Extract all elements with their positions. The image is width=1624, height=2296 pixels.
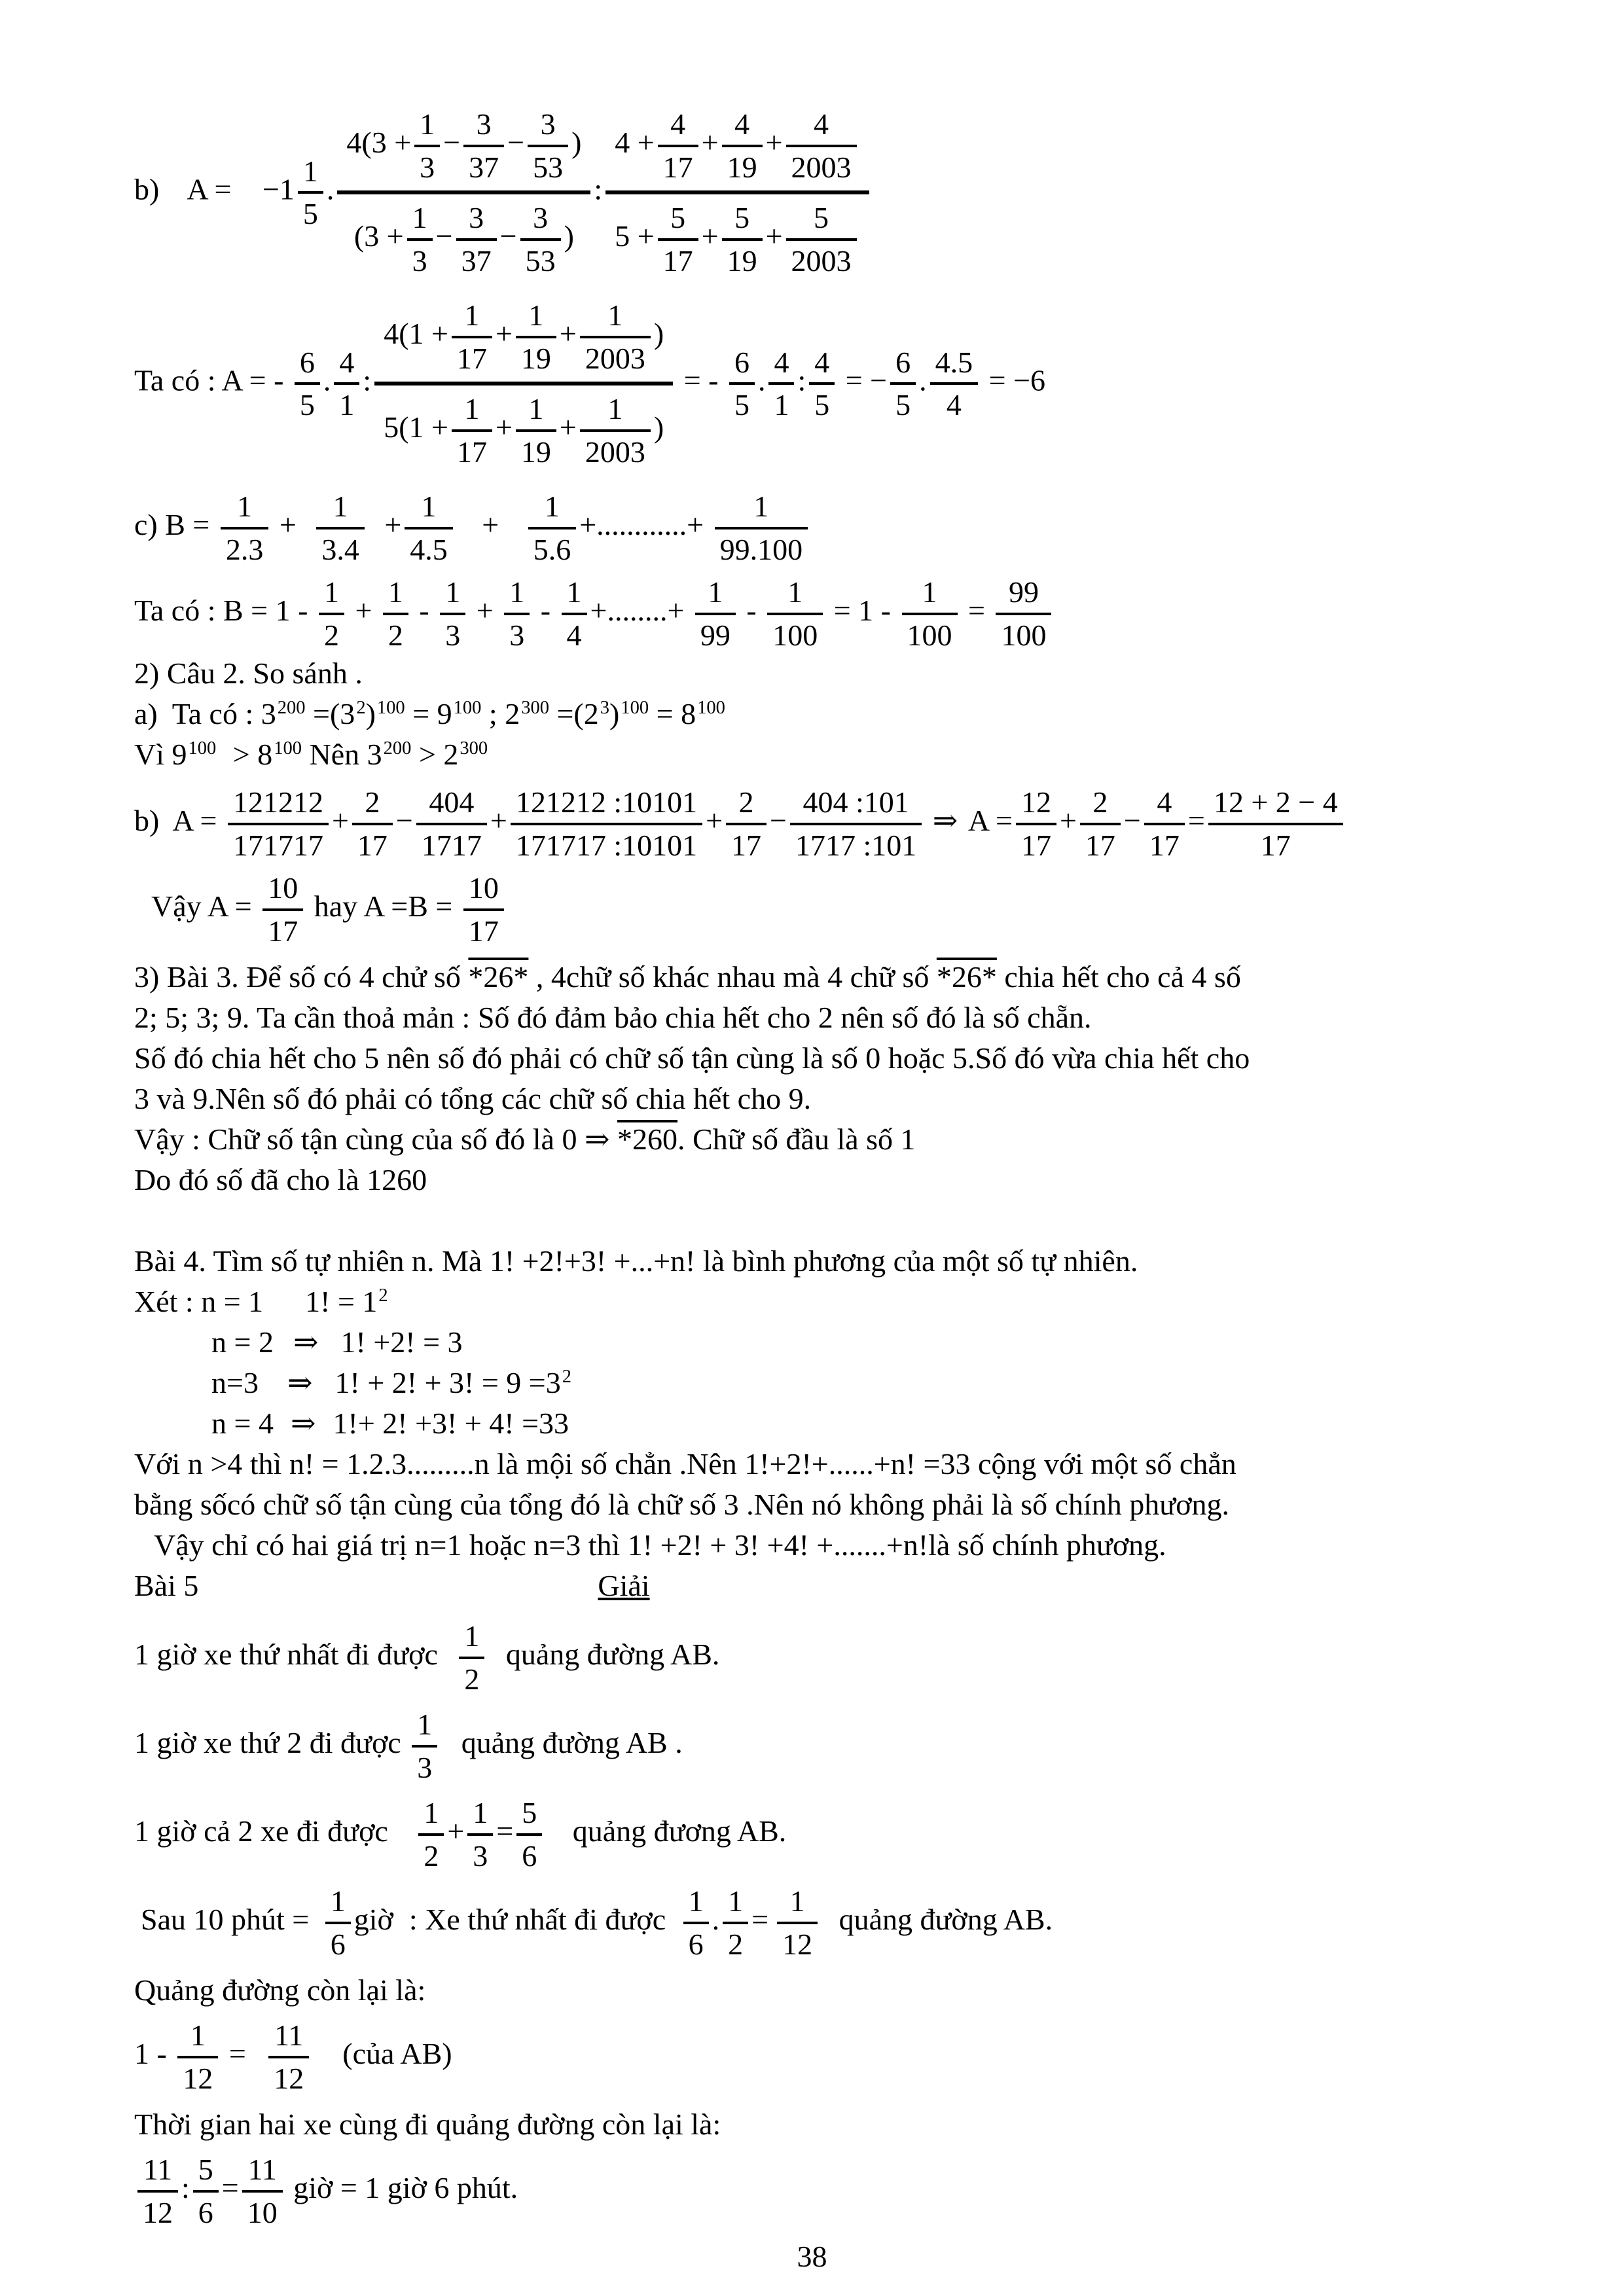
spacer bbox=[674, 1922, 680, 1923]
line-bai5-thoigian: Thời gian hai xe cùng đi quảng đường còn lại là: bbox=[134, 2108, 721, 2142]
fraction-numerator: 4 bbox=[786, 106, 857, 147]
fraction-denominator: 3 bbox=[445, 618, 461, 652]
fraction-denominator: 12 bbox=[782, 1927, 813, 1961]
fraction bbox=[352, 784, 393, 863]
superscript: 100 bbox=[376, 697, 405, 718]
fraction-numerator: 6 bbox=[890, 344, 916, 386]
fraction-denominator: 10 bbox=[247, 2195, 278, 2229]
fraction-denominator: 100 bbox=[1001, 618, 1047, 652]
fraction bbox=[405, 488, 453, 567]
fraction-denominator: 17 bbox=[1020, 828, 1051, 862]
fraction bbox=[504, 574, 530, 653]
line-bai5-xe2: 1 giờ xe thứ 2 đi được $\frac{1}{3}$ quảng đường AB . bbox=[134, 1706, 1532, 1785]
fraction-denominator: 3 bbox=[417, 1750, 433, 1784]
fraction-denominator: 17 bbox=[731, 828, 762, 862]
fraction bbox=[456, 200, 497, 279]
fraction-numerator: 10 bbox=[463, 870, 504, 911]
fraction-numerator: 1 bbox=[528, 488, 577, 529]
superscript: 100 bbox=[621, 697, 649, 718]
fraction-denominator: 17 bbox=[357, 828, 388, 862]
line-bai5-quang: Quảng đường còn lại là: bbox=[134, 1973, 426, 2007]
fraction bbox=[786, 106, 857, 185]
line-bai4-bang: bằng sốcó chữ số tận cùng của tổng đó là chữ số 3 .Nên nó không phải là số chính phương. bbox=[134, 1488, 1230, 1522]
fraction bbox=[268, 2017, 309, 2096]
formula-part-b: b) A = −1 $\frac{1}{5}$ . 4(3 + $\frac{1}{3}$ − $\frac{3}{37}$ − $\frac{3}{53}$ ) (3 + $\frac{1}{3}$ − $\frac{3}{37}$ − $\frac{3}{53}$ ) : 4 + $\frac{4}{17}$ + $\frac{4}{19}$ + $\frac{4}{2003}$ 5 + $\frac{5}{17}$ + $\frac{5}{19}$ + $\frac{5}{2003}$ bbox=[134, 103, 1532, 281]
fraction-numerator: 121212 :10101 bbox=[511, 784, 702, 825]
fraction bbox=[715, 488, 808, 567]
fraction-denominator: 2 bbox=[388, 618, 403, 652]
fraction-numerator: 404 :101 bbox=[790, 784, 922, 825]
line-bai4-n4: n = 4 ⇒ 1!+ 2! +3! + 4! =33 bbox=[211, 1407, 569, 1441]
fraction bbox=[374, 295, 673, 473]
fraction-denominator: 5 bbox=[814, 388, 830, 422]
fraction-numerator: 1 bbox=[418, 1795, 444, 1836]
fraction-denominator: 17 bbox=[662, 150, 693, 184]
spacer bbox=[445, 1657, 456, 1658]
fraction-denominator: 4 bbox=[946, 388, 962, 422]
fraction-denominator: 5(1 + $\frac{1}{17}$ + $\frac{1}{19}$ + $\frac{1}{2003}$ ) bbox=[374, 386, 673, 473]
fraction bbox=[1208, 784, 1343, 863]
overlined-number: *26* bbox=[468, 960, 529, 994]
fraction bbox=[768, 344, 794, 423]
fraction-denominator: 2003 bbox=[585, 341, 645, 375]
fraction-numerator: 12 + 2 − 4 bbox=[1208, 784, 1343, 825]
fraction-numerator: 3 bbox=[520, 200, 561, 241]
formula-part-c: c) B = $\frac{1}{2.3}$ + $\frac{1}{3.4}$ + $\frac{1}{4.5}$ + $\frac{1}{5.6}$ +............+ $\frac{1}{99.100}$ bbox=[134, 488, 1532, 567]
line-bai3-4: 3 và 9.Nên số đó phải có tổng các chữ số chia hết cho 9. bbox=[134, 1082, 812, 1116]
fraction bbox=[726, 784, 767, 863]
fraction bbox=[467, 1795, 493, 1874]
fraction-numerator: 1 bbox=[459, 1618, 484, 1659]
page-number: 38 bbox=[797, 2240, 827, 2273]
fraction-numerator: 3 bbox=[463, 106, 504, 147]
fraction bbox=[463, 106, 504, 185]
fraction-denominator: 17 bbox=[456, 435, 487, 469]
fraction bbox=[722, 200, 763, 279]
superscript: 2 bbox=[562, 1366, 571, 1387]
line-bai4-voi: Với n >4 thì n! = 1.2.3.........n là mội số chẳn .Nên 1!+2!+......+n! =33 cộng với một số chẳn bbox=[134, 1447, 1236, 1481]
fraction bbox=[416, 784, 487, 863]
fraction-numerator: 4 bbox=[334, 344, 359, 386]
fraction-numerator: 1 bbox=[316, 488, 365, 529]
fraction-denominator: 17 bbox=[468, 914, 499, 948]
fraction-denominator: 5 bbox=[734, 388, 749, 422]
fraction-numerator: 404 bbox=[416, 784, 487, 825]
overlined-number: *260 bbox=[617, 1122, 678, 1157]
fraction-numerator: 5 bbox=[722, 200, 763, 241]
line-bai5-ketqua: $\frac{11}{12}$ : $\frac{5}{6}$ = $\frac{11}{10}$ giờ = 1 giờ 6 phút. bbox=[134, 2151, 1532, 2231]
fraction bbox=[463, 870, 504, 949]
fraction-numerator: 1 bbox=[580, 391, 651, 432]
fraction-numerator: 4(3 + $\frac{1}{3}$ − $\frac{3}{37}$ − $\frac{3}{53}$ ) bbox=[337, 103, 590, 194]
line-spacer bbox=[134, 1200, 1532, 1241]
fraction bbox=[777, 1883, 818, 1962]
fraction-numerator: 5 bbox=[786, 200, 857, 241]
fraction bbox=[790, 784, 922, 863]
fraction bbox=[459, 1618, 484, 1697]
spacer bbox=[395, 1834, 415, 1835]
fraction-numerator: 1 bbox=[405, 488, 453, 529]
fraction-numerator: 1 bbox=[298, 153, 323, 194]
fraction-denominator: 5 bbox=[302, 197, 318, 231]
fraction-numerator: 1 bbox=[452, 297, 492, 338]
spacer bbox=[198, 1588, 598, 1589]
fraction-denominator: 19 bbox=[520, 435, 551, 469]
line-bai5-ca2xe: 1 giờ cả 2 xe đi được $\frac{1}{2}$ + $\frac{1}{3}$ = $\frac{5}{6}$ quảng đương AB. bbox=[134, 1795, 1532, 1874]
line-bai3-3: Số đó chia hết cho 5 nên số đó phải có chữ số tận cùng là số 0 hoặc 5.Số đó vừa chia hết cho bbox=[134, 1041, 1250, 1075]
fraction bbox=[440, 574, 465, 653]
fraction-denominator: 12 bbox=[274, 2061, 304, 2095]
spacer bbox=[965, 823, 968, 824]
fraction bbox=[722, 106, 763, 185]
fraction-numerator: 1 bbox=[516, 391, 556, 432]
fraction bbox=[658, 200, 698, 279]
fraction-denominator: 37 bbox=[461, 243, 492, 278]
fraction-denominator: 6 bbox=[688, 1927, 704, 1961]
fraction-numerator: 4 bbox=[809, 344, 835, 386]
fraction-denominator: 100 bbox=[907, 618, 952, 652]
fraction-denominator: 1717 bbox=[421, 828, 482, 862]
spacer bbox=[316, 1426, 333, 1427]
fraction-denominator: 1717 :101 bbox=[795, 828, 917, 862]
fraction bbox=[1016, 784, 1056, 863]
fraction bbox=[902, 574, 958, 653]
spacer bbox=[263, 1304, 305, 1305]
fraction-denominator: (3 + $\frac{1}{3}$ − $\frac{3}{37}$ − $\frac{3}{53}$ ) bbox=[337, 194, 590, 281]
superscript: 2 bbox=[378, 1285, 388, 1306]
line-bai5-giai: Bài 5 Giải bbox=[134, 1569, 650, 1603]
fraction bbox=[511, 784, 702, 863]
fraction-numerator: 1 bbox=[467, 1795, 493, 1836]
fraction-denominator: 2 bbox=[728, 1927, 744, 1961]
fraction-denominator: 12 bbox=[143, 2195, 173, 2229]
fraction-numerator: 6 bbox=[295, 344, 320, 386]
fraction-denominator: 1 bbox=[339, 388, 355, 422]
fraction-denominator: 1 bbox=[774, 388, 789, 422]
spacer bbox=[159, 823, 172, 824]
fraction bbox=[580, 297, 651, 376]
fraction-numerator: 5 bbox=[516, 1795, 542, 1836]
fraction-denominator: 99.100 bbox=[719, 532, 803, 566]
fraction-denominator: 3 bbox=[412, 243, 427, 278]
fraction bbox=[562, 574, 587, 653]
superscript: 200 bbox=[277, 697, 306, 718]
spacer bbox=[821, 1922, 831, 1923]
fraction-numerator: 1 bbox=[319, 574, 344, 615]
fraction-numerator: 4.5 bbox=[930, 344, 979, 386]
superscript: 100 bbox=[697, 697, 725, 718]
line-cau2-vi: Vì $9^{100} > 8^{100}$ Nên $3^{200} > 2^{300}$ bbox=[134, 738, 488, 772]
fraction bbox=[528, 106, 568, 185]
line-cau2-a: a) Ta có : $3^{200} =(3^2)^{100} = 9^{100}$ ; $2^{300} =(2^3)^{100} = 8^{100}$ bbox=[134, 697, 725, 731]
spacer bbox=[545, 1834, 565, 1835]
fraction-numerator: 1 bbox=[412, 1706, 437, 1748]
fraction-numerator: 4 bbox=[1144, 784, 1185, 825]
fraction-numerator: 2 bbox=[726, 784, 767, 825]
fraction-denominator: 37 bbox=[469, 150, 499, 184]
line-bai4-xet: Xét : n = 1 1! = $1^2$ bbox=[134, 1285, 388, 1319]
fraction bbox=[683, 1883, 709, 1962]
fraction-numerator: 5 bbox=[658, 200, 698, 241]
fraction-numerator: 1 bbox=[452, 391, 492, 432]
fraction-numerator: 1 bbox=[516, 297, 556, 338]
fraction-numerator: 1 bbox=[383, 574, 408, 615]
fraction-numerator: 11 bbox=[137, 2151, 178, 2193]
fraction-denominator: 19 bbox=[727, 150, 757, 184]
fraction-denominator: 53 bbox=[525, 243, 556, 278]
fraction-denominator: 6 bbox=[522, 1839, 537, 1873]
fraction bbox=[528, 488, 577, 567]
fraction bbox=[262, 870, 303, 949]
fraction-denominator: 4.5 bbox=[410, 532, 448, 566]
formula-cau2-b: b) A = $\frac{121212}{171717}$ + $\frac{2}{17}$ − $\frac{404}{1717}$ + $\frac{121212 :10101}{171717 :10101}$ + $\frac{2}{17}$ − $\frac{404 :101}{1717 :101}$ ⇒ A = $\frac{12}{17}$ + $\frac{2}{17}$ − $\frac{4}{17}$ = $\frac{12 + 2 - 4}{17}$ bbox=[134, 784, 1532, 863]
fraction-numerator: 3 bbox=[528, 106, 568, 147]
fraction bbox=[723, 1883, 748, 1962]
fraction bbox=[242, 2151, 283, 2231]
formula-ta-co-a: Ta có : A = - $\frac{6}{5}$ . $\frac{4}{1}$ : 4(1 + $\frac{1}{17}$ + $\frac{1}{19}$ + $\frac{1}{2003}$ ) 5(1 + $\frac{1}{17}$ + $\frac{1}{19}$ + $\frac{1}{2003}$ ) = - $\frac{6}{5}$ . $\frac{4}{1}$ : $\frac{4}{5}$ = − $\frac{6}{5}$ . $\frac{4.5}{4}$ = −6 bbox=[134, 295, 1532, 473]
superscript: 100 bbox=[274, 738, 302, 759]
spacer bbox=[239, 192, 262, 193]
fraction-numerator: 1 bbox=[767, 574, 823, 615]
fraction-numerator: 1 bbox=[177, 2017, 218, 2058]
fraction-numerator: 1 bbox=[723, 1883, 748, 1924]
fraction bbox=[334, 344, 359, 423]
spacer bbox=[488, 1657, 498, 1658]
spacer bbox=[159, 192, 187, 193]
fraction-denominator: 3.4 bbox=[321, 532, 359, 566]
fraction bbox=[418, 1795, 444, 1874]
line-bai4-vay: Vậy chỉ có hai giá trị n=1 hoặc n=3 thì 1! +2! + 3! +4! +.......+n!là số chính phương. bbox=[154, 1528, 1166, 1562]
formula-ta-co-b: Ta có : B = 1 - $\frac{1}{2}$ + $\frac{1}{2}$ - $\frac{1}{3}$ + $\frac{1}{3}$ - $\frac{1}{4}$ +........+ $\frac{1}{99}$ - $\frac{1}{100}$ = 1 - $\frac{1}{100}$ = $\frac{99}{100}$ bbox=[134, 574, 1532, 653]
fraction-denominator: 5 bbox=[895, 388, 911, 422]
line-bai3-1: 3) Bài 3. Để số có 4 chử số *26* , 4chữ số khác nhau mà 4 chữ số *26* chia hết cho cả 4 số bbox=[134, 960, 1241, 994]
fraction-numerator: 1 bbox=[580, 297, 651, 338]
fraction-denominator: 17 bbox=[662, 243, 693, 278]
line-bai3-5: Vậy : Chữ số tận cùng của số đó là 0 ⇒ *260. Chữ số đầu là số 1 bbox=[134, 1122, 916, 1157]
spacer bbox=[312, 2056, 342, 2057]
line-bai4-n3: n=3 ⇒ 1! + 2! + 3! = $9 =3^2$ bbox=[211, 1366, 571, 1400]
fraction bbox=[414, 106, 440, 185]
fraction bbox=[228, 784, 329, 863]
heading-cau-2: 2) Câu 2. So sánh . bbox=[134, 656, 363, 691]
superscript: 2 bbox=[356, 697, 366, 718]
superscript: 100 bbox=[188, 738, 217, 759]
fraction-denominator: 6 bbox=[330, 1927, 346, 1961]
fraction bbox=[890, 344, 916, 423]
fraction bbox=[516, 297, 556, 376]
fraction-denominator: 53 bbox=[533, 150, 564, 184]
fraction-numerator: 11 bbox=[242, 2151, 283, 2193]
fraction-denominator: 17 bbox=[1085, 828, 1115, 862]
fraction-denominator: 171717 :10101 bbox=[515, 828, 698, 862]
fraction-denominator: 12 bbox=[183, 2061, 213, 2095]
fraction-denominator: 171717 bbox=[232, 828, 323, 862]
fraction-numerator: 4 bbox=[658, 106, 698, 147]
fraction-numerator: 4 bbox=[722, 106, 763, 147]
fraction-denominator: 17 bbox=[1149, 828, 1180, 862]
fraction-denominator: 2 bbox=[323, 618, 339, 652]
line-vay-a: Vậy A = $\frac{10}{17}$ hay A =B = $\frac{10}{17}$ bbox=[134, 870, 1532, 949]
fraction-numerator: 2 bbox=[1080, 784, 1121, 825]
fraction bbox=[177, 2017, 218, 2096]
spacer bbox=[253, 2056, 265, 2057]
fraction bbox=[520, 200, 561, 279]
fraction bbox=[809, 344, 835, 423]
fraction-denominator: 5 + $\frac{5}{17}$ + $\frac{5}{19}$ + $\frac{5}{2003}$ bbox=[605, 194, 869, 281]
spacer bbox=[216, 757, 225, 758]
superscript: 100 bbox=[453, 697, 482, 718]
spacer bbox=[393, 1922, 409, 1923]
fraction-denominator: 5 bbox=[299, 388, 315, 422]
spacer bbox=[274, 1345, 293, 1346]
fraction-numerator: 99 bbox=[996, 574, 1051, 615]
fraction-numerator: 1 bbox=[695, 574, 736, 615]
fraction-numerator: 1 bbox=[777, 1883, 818, 1924]
fraction-numerator: 1 bbox=[440, 574, 465, 615]
fraction-denominator: 2003 bbox=[585, 435, 645, 469]
fraction-numerator: 1 bbox=[407, 200, 433, 241]
fraction-numerator: 11 bbox=[268, 2017, 309, 2058]
fraction-numerator: 4 + $\frac{4}{17}$ + $\frac{4}{19}$ + $\frac{4}{2003}$ bbox=[605, 103, 869, 194]
superscript: 3 bbox=[600, 697, 610, 718]
spacer bbox=[768, 1922, 774, 1923]
fraction-numerator: 121212 bbox=[228, 784, 329, 825]
fraction-numerator: 1 bbox=[414, 106, 440, 147]
fraction-denominator: 17 bbox=[456, 341, 487, 375]
fraction-denominator: 2003 bbox=[791, 243, 852, 278]
fraction bbox=[383, 574, 408, 653]
fraction-numerator: 12 bbox=[1016, 784, 1056, 825]
fraction bbox=[605, 103, 869, 281]
fraction-denominator: 2 bbox=[464, 1662, 480, 1696]
fraction bbox=[516, 391, 556, 470]
superscript: 300 bbox=[460, 738, 488, 759]
fraction bbox=[452, 297, 492, 376]
fraction bbox=[1144, 784, 1185, 863]
fraction-denominator: 4 bbox=[566, 618, 582, 652]
fraction bbox=[658, 106, 698, 185]
fraction bbox=[930, 344, 979, 423]
fraction bbox=[337, 103, 590, 281]
fraction-denominator: 99 bbox=[700, 618, 731, 652]
fraction bbox=[1080, 784, 1121, 863]
overlined-number: *26* bbox=[936, 960, 997, 994]
fraction-numerator: 1 bbox=[902, 574, 958, 615]
line-bai5-xe1: 1 giờ xe thứ nhất đi được $\frac{1}{2}$ quảng đường AB. bbox=[134, 1618, 1532, 1697]
fraction bbox=[580, 391, 651, 470]
fraction-numerator: 4 bbox=[768, 344, 794, 386]
fraction bbox=[316, 488, 365, 567]
fraction-numerator: 1 bbox=[683, 1883, 709, 1924]
fraction-denominator: 100 bbox=[772, 618, 818, 652]
fraction-denominator: 3 bbox=[473, 1839, 488, 1873]
underlined-text: Giải bbox=[598, 1569, 650, 1603]
fraction-numerator: 10 bbox=[262, 870, 303, 911]
line-bai5-sau10: Sau 10 phút = $\frac{1}{6}$ giờ : Xe thứ nhất đi được $\frac{1}{6}$ . $\frac{1}{2}$ = $\frac{1}{12}$ quảng đường AB. bbox=[134, 1883, 1532, 1962]
line-bai4-n2: n = 2 ⇒ 1! +2! = 3 bbox=[211, 1325, 463, 1359]
fraction-denominator: 2.3 bbox=[225, 532, 264, 566]
fraction bbox=[786, 200, 857, 279]
spacer bbox=[317, 1922, 322, 1923]
fraction bbox=[298, 153, 323, 232]
fraction bbox=[412, 1706, 437, 1785]
fraction bbox=[516, 1795, 542, 1874]
fraction bbox=[729, 344, 755, 423]
fraction-denominator: 17 bbox=[268, 914, 298, 948]
fraction-denominator: 17 bbox=[1260, 828, 1291, 862]
fraction-denominator: 19 bbox=[727, 243, 757, 278]
line-bai5-conlai: 1 - $\frac{1}{12}$ = $\frac{11}{12}$ (của AB) bbox=[134, 2017, 1532, 2096]
fraction-numerator: 1 bbox=[221, 488, 269, 529]
fraction bbox=[193, 2151, 219, 2231]
fraction bbox=[325, 1883, 351, 1962]
fraction bbox=[767, 574, 823, 653]
fraction-denominator: 5.6 bbox=[533, 532, 571, 566]
fraction-denominator: 2 bbox=[424, 1839, 439, 1873]
fraction-denominator: 2003 bbox=[791, 150, 852, 184]
fraction bbox=[407, 200, 433, 279]
fraction-numerator: 6 bbox=[729, 344, 755, 386]
fraction-numerator: 1 bbox=[325, 1883, 351, 1924]
fraction bbox=[319, 574, 344, 653]
fraction bbox=[221, 488, 269, 567]
fraction-numerator: 1 bbox=[504, 574, 530, 615]
fraction-numerator: 1 bbox=[715, 488, 808, 529]
superscript: 200 bbox=[383, 738, 412, 759]
spacer bbox=[274, 1426, 291, 1427]
fraction-numerator: 5 bbox=[193, 2151, 219, 2193]
fraction-numerator: 4(1 + $\frac{1}{17}$ + $\frac{1}{19}$ + $\frac{1}{2003}$ ) bbox=[374, 295, 673, 386]
spacer bbox=[319, 1345, 341, 1346]
fraction bbox=[695, 574, 736, 653]
fraction bbox=[137, 2151, 178, 2231]
fraction-numerator: 3 bbox=[456, 200, 497, 241]
fraction-numerator: 2 bbox=[352, 784, 393, 825]
fraction-denominator: 3 bbox=[420, 150, 435, 184]
fraction-denominator: 3 bbox=[509, 618, 525, 652]
line-bai3-2: 2; 5; 3; 9. Ta cần thoả mản : Số đó đảm bảo chia hết cho 2 nên số đó là số chẵn. bbox=[134, 1001, 1092, 1035]
fraction-denominator: 19 bbox=[520, 341, 551, 375]
line-bai3-6: Do đó số đã cho là 1260 bbox=[134, 1163, 427, 1197]
fraction bbox=[452, 391, 492, 470]
fraction-numerator: 1 bbox=[562, 574, 587, 615]
fraction-denominator: 6 bbox=[198, 2195, 213, 2229]
fraction bbox=[996, 574, 1051, 653]
superscript: 300 bbox=[521, 697, 549, 718]
fraction bbox=[295, 344, 320, 423]
line-bai4-title: Bài 4. Tìm số tự nhiên n. Mà 1! +2!+3! +...+n! là bình phương của một số tự nhiên. bbox=[134, 1244, 1138, 1278]
